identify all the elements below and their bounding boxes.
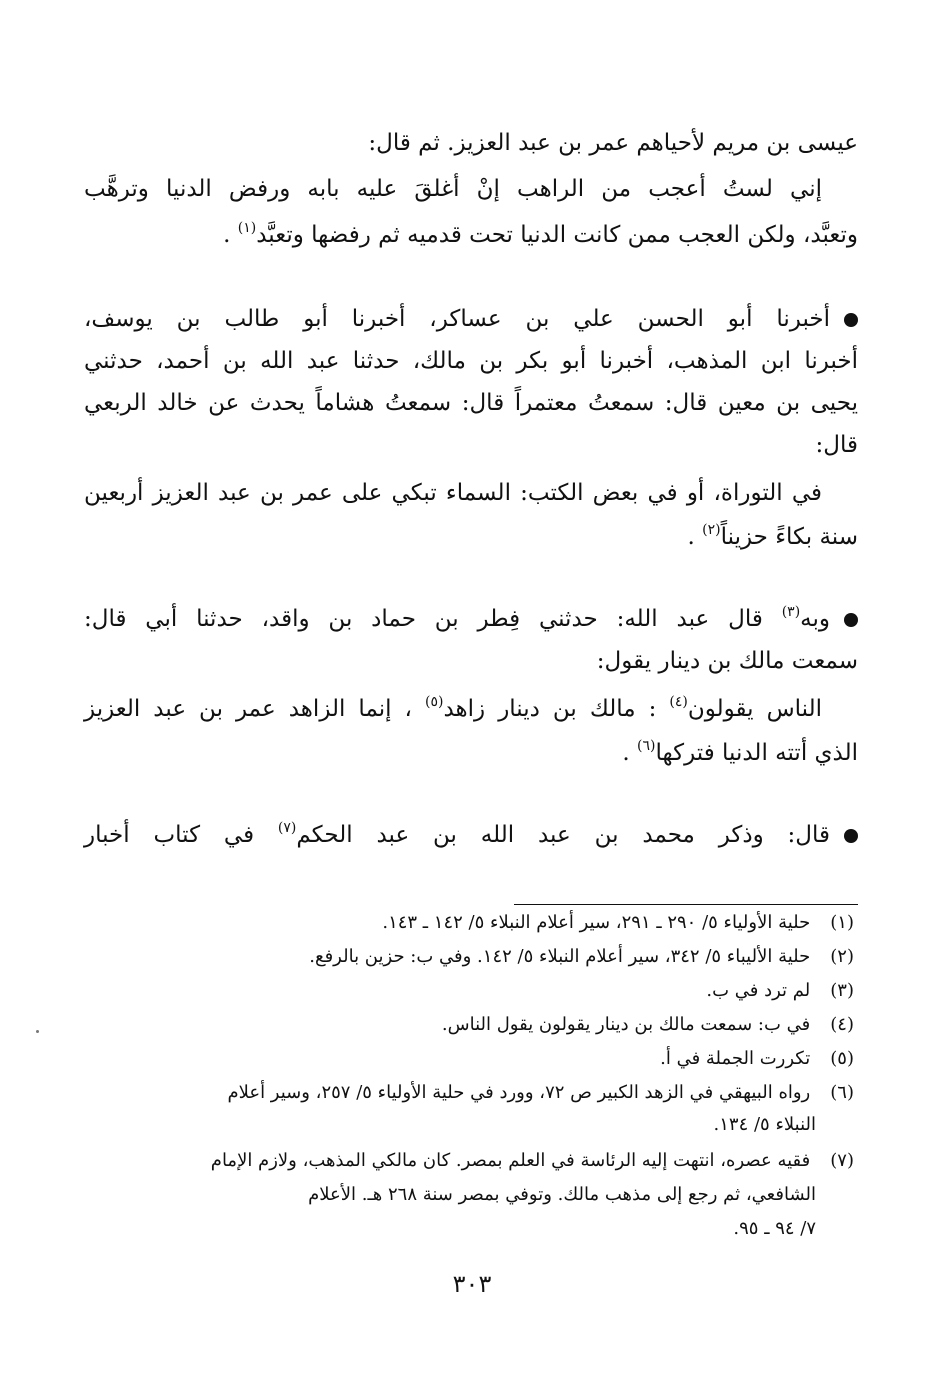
footnote <box>84 1008 854 1042</box>
footnote-text: فقيه عصره، انتهت إليه الرئاسة في العلم بمصر. كان مالكي المذهب، ولازم الإمام <box>210 1150 811 1171</box>
paragraph-text: سمعت مالك بن دينار يقول: <box>596 648 858 674</box>
paragraph-text: أخبرنا ابن المذهب، أخبرنا أبو بكر بن مالك، حدثنا عبد الله بن أحمد، حدثني <box>84 348 858 374</box>
footnote-number: (٣) <box>830 980 854 1001</box>
quote-line <box>84 474 822 512</box>
paragraph-text: قال: وذكر محمد بن عبد الله بن عبد الحكم <box>296 822 830 848</box>
bullet-icon <box>844 613 858 627</box>
quote-tail: . <box>687 524 703 550</box>
paragraph-line <box>84 300 858 338</box>
quote-line <box>84 690 822 731</box>
footnote-continuation <box>84 1108 816 1142</box>
footnote-text: الشافعي، ثم رجع إلى مذهب مالك. وتوفي بمصر سنة ٢٦٨ هـ. الأعلام <box>308 1184 816 1205</box>
paragraph-text: قال: <box>815 432 858 458</box>
paragraph-text: في كتاب أخبار <box>84 822 278 848</box>
footnote-text: لم ترد في ب. <box>706 980 811 1001</box>
quote-text: الناس يقولون <box>687 696 822 722</box>
page-number: ٣٠٣ <box>452 1270 492 1298</box>
quote-text: إني لستُ أعجب من الراهب إنْ أغلقَ عليه بابه ورفض الدنيا وترهَّب <box>84 176 822 202</box>
paragraph-line <box>84 384 858 422</box>
quote-line <box>84 518 858 559</box>
footnote-text: تكررت الجملة في أ. <box>660 1048 811 1069</box>
paragraph-line <box>84 426 858 464</box>
quote-line <box>84 216 858 257</box>
footnote <box>84 974 854 1008</box>
paragraph-text: عيسى بن مريم لأحياهم عمر بن عبد العزيز. ثم قال: <box>368 130 858 156</box>
quote-text: في التوراة، أو في بعض الكتب: السماء تبكي على عمر بن عبد العزيز أربعين <box>84 480 822 506</box>
footnote <box>84 906 854 940</box>
footnote-continuation <box>84 1178 816 1212</box>
footnote-marker: (٤) <box>669 694 688 710</box>
footnote-number: (٢) <box>830 946 854 967</box>
footnote-number: (٥) <box>830 1048 854 1069</box>
footnote <box>84 1144 854 1178</box>
quote-line <box>84 734 858 775</box>
footnote <box>84 1076 854 1110</box>
quote-tail: . <box>622 740 638 766</box>
footnote-separator <box>514 904 858 905</box>
quote-text: : مالك بن دينار زاهد <box>443 696 670 722</box>
paragraph-line <box>84 342 858 380</box>
paragraph-text: وبه <box>800 606 830 632</box>
footnote-marker: (٦) <box>637 738 656 754</box>
footnote-marker: (٣) <box>781 604 801 620</box>
quote-line <box>84 170 822 208</box>
scan-speck <box>36 1030 39 1033</box>
footnote <box>84 1042 854 1076</box>
footnote-text: رواه البيهقي في الزهد الكبير ص ٧٢، وورد في حلية الأولياء ٥/ ٢٥٧، وسير أعلام <box>227 1082 811 1103</box>
footnote-number: (٤) <box>830 1014 854 1035</box>
footnote-text: في ب: سمعت مالك بن دينار يقولون يقول الناس. <box>441 1014 811 1035</box>
footnote-text: حلية الأليباء ٥/ ٣٤٢، سير أعلام النبلاء ٥/ ١٤٢. وفي ب: حزين بالرفع. <box>309 946 811 967</box>
footnote-number: (٦) <box>830 1082 854 1103</box>
quote-text: الذي أتته الدنيا فتركها <box>655 740 858 766</box>
footnote-number: (٧) <box>830 1150 854 1171</box>
footnote-text: النبلاء ٥/ ١٣٤. <box>713 1114 816 1135</box>
footnote-marker: (٧) <box>277 820 297 836</box>
quote-text: وتعبَّد، ولكن العجب ممن كانت الدنيا تحت قدميه ثم رفضها وتعبَّد <box>256 222 858 248</box>
footnote-text: حلية الأولياء ٥/ ٢٩٠ ـ ٢٩١، سير أعلام النبلاء ٥/ ١٤٢ ـ ١٤٣. <box>382 912 811 933</box>
paragraph-text: قال عبد الله: حدثني فِطر بن حماد بن واقد، حدثنا أبي قال: <box>84 606 782 632</box>
paragraph-line <box>84 600 858 641</box>
paragraph-text: أخبرنا أبو الحسن علي بن عساكر، أخبرنا أبو طالب بن يوسف، <box>84 306 830 332</box>
paragraph-line <box>84 642 858 680</box>
paragraph-text: يحيى بن معين قال: سمعتُ معتمراً قال: سمعتُ هشاماً يحدث عن خالد الربعي <box>84 390 858 416</box>
footnote-number: (١) <box>830 912 854 933</box>
quote-text: ، إنما الزاهد عمر بن عبد العزيز <box>84 696 425 722</box>
footnote <box>84 940 854 974</box>
bullet-icon <box>844 829 858 843</box>
bullet-icon <box>844 313 858 327</box>
footnote-marker: (٥) <box>425 694 444 710</box>
paragraph-line <box>84 816 858 857</box>
quote-tail: . <box>223 222 238 248</box>
body-line <box>84 124 858 162</box>
footnote-text: ٧/ ٩٤ ـ ٩٥. <box>733 1218 816 1239</box>
quote-text: سنة بكاءً حزيناً <box>720 524 858 550</box>
footnote-marker: (١) <box>237 220 257 236</box>
footnote-continuation <box>84 1212 816 1246</box>
footnote-marker: (٢) <box>702 522 721 538</box>
